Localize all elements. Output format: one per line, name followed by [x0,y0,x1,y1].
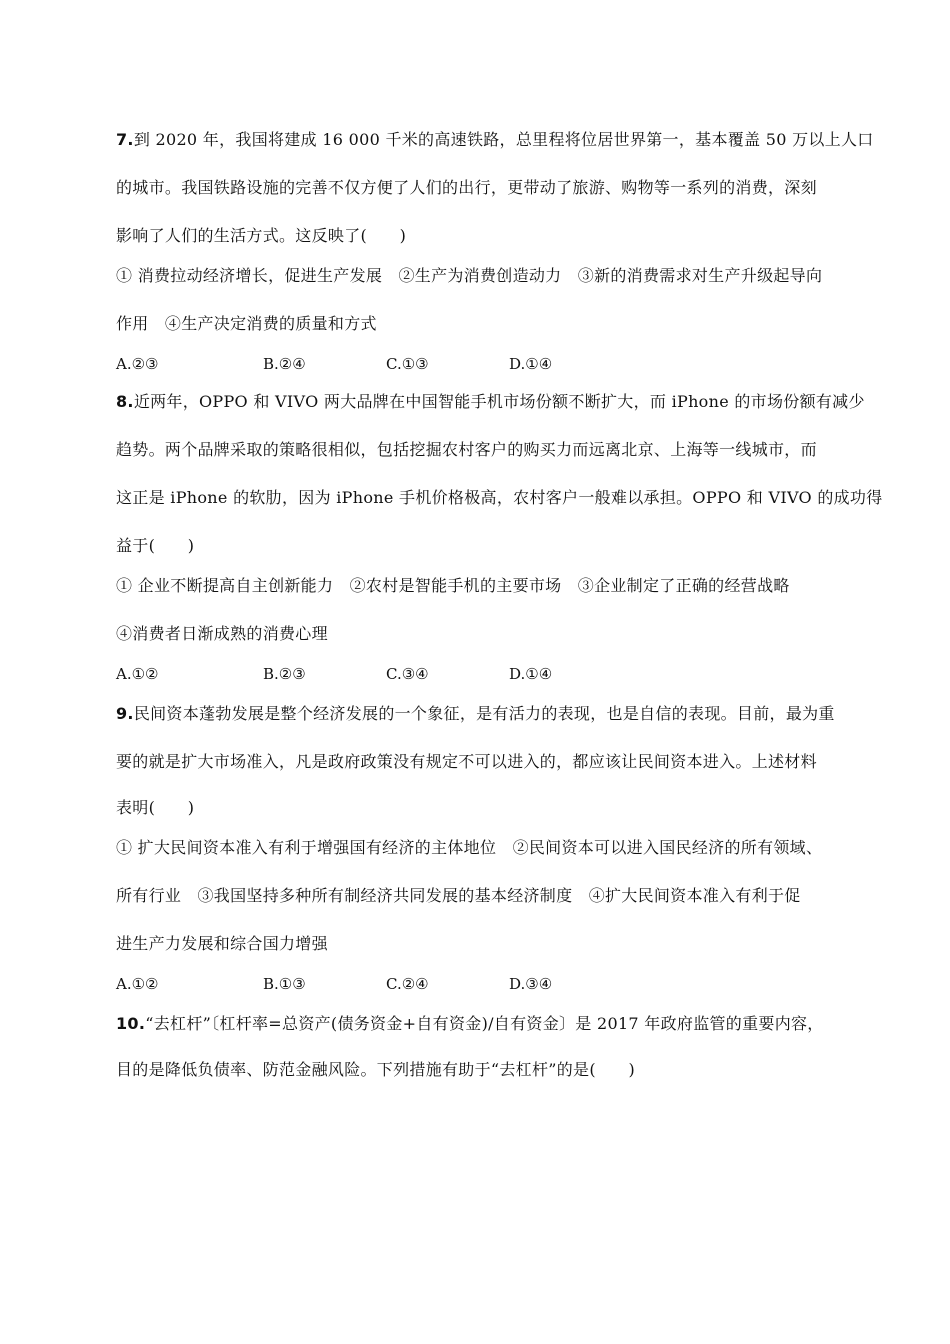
question-8-option-b: B.②③ [263,665,306,683]
question-8-option-d: D.①④ [509,665,553,683]
question-9-number: 9. [116,704,134,723]
question-9-option-d: D.③④ [509,975,553,993]
question-8-option-c: C.③④ [386,665,429,683]
question-8-statements-line-2: ④消费者日渐成熟的消费心理 [116,624,328,643]
question-8-option-a: A.①② [116,665,159,683]
question-8-stem-line-3: 这正是 iPhone 的软肋，因为 iPhone 手机价格极高，农村客户一般难以承担。OPPO 和 VIVO 的成功得 [116,488,883,507]
question-9-statements-line-2: 所有行业 ③我国坚持多种所有制经济共同发展的基本经济制度 ④扩大民间资本准入有利于促 [116,886,801,905]
question-9-option-a: A.①② [116,975,159,993]
question-7-stem-line-2: 的城市。我国铁路设施的完善不仅方便了人们的出行，更带动了旅游、购物等一系列的消费，深刻 [116,178,817,197]
question-9-statements-line-3: 进生产力发展和综合国力增强 [116,934,328,953]
question-8-stem-line-2: 趋势。两个品牌采取的策略很相似，包括挖掘农村客户的购买力而远离北京、上海等一线城市，而 [116,440,817,459]
question-9-option-b: B.①③ [263,975,306,993]
question-7-number: 7. [116,130,134,149]
question-7-option-d: D.①④ [509,355,553,373]
question-9-stem-line-1: 9.民间资本蓬勃发展是整个经济发展的一个象征，是有活力的表现，也是自信的表现。目前，最为重 [116,704,835,723]
question-9-option-c: C.②④ [386,975,429,993]
question-7-option-b: B.②④ [263,355,306,373]
question-8-stem-line-1: 8.近两年，OPPO 和 VIVO 两大品牌在中国智能手机市场份额不断扩大，而 iPhone 的市场份额有减少 [116,392,865,411]
question-7-statements-line-1: ① 消费拉动经济增长，促进生产发展 ②生产为消费创造动力 ③新的消费需求对生产升级起导向 [116,266,823,285]
question-8-statements-line-1: ① 企业不断提高自主创新能力 ②农村是智能手机的主要市场 ③企业制定了正确的经营战略 [116,576,790,595]
question-9-stem-line-2: 要的就是扩大市场准入，凡是政府政策没有规定不可以进入的，都应该让民间资本进入。上述材料 [116,752,817,771]
question-7-options [116,353,846,375]
question-7-option-c: C.①③ [386,355,429,373]
question-8-number: 8. [116,392,134,411]
question-10-stem-line-1: 10.“去杠杆”〔杠杆率=总资产(债务资金+自有资金)/自有资金〕是 2017 年政府监管的重要内容， [116,1014,824,1033]
question-7-stem-line-1: 7.到 2020 年，我国将建成 16 000 千米的高速铁路，总里程将位居世界第一，基本覆盖 50 万以上人口 [116,130,874,149]
question-10-number: 10. [116,1014,146,1033]
question-9-stem-line-3: 表明( ) [116,798,195,817]
question-9-options [116,973,846,995]
question-7-option-a: A.②③ [116,355,159,373]
question-10-stem-line-2: 目的是降低负债率、防范金融风险。下列措施有助于“去杠杆”的是( ) [116,1060,636,1079]
question-8-stem-line-4: 益于( ) [116,536,195,555]
question-8-options [116,663,846,685]
question-9-statements-line-1: ① 扩大民间资本准入有利于增强国有经济的主体地位 ②民间资本可以进入国民经济的所有领域、 [116,838,823,857]
question-7-stem-line-3: 影响了人们的生活方式。这反映了( ) [116,226,407,245]
question-7-statements-line-2: 作用 ④生产决定消费的质量和方式 [116,314,377,333]
